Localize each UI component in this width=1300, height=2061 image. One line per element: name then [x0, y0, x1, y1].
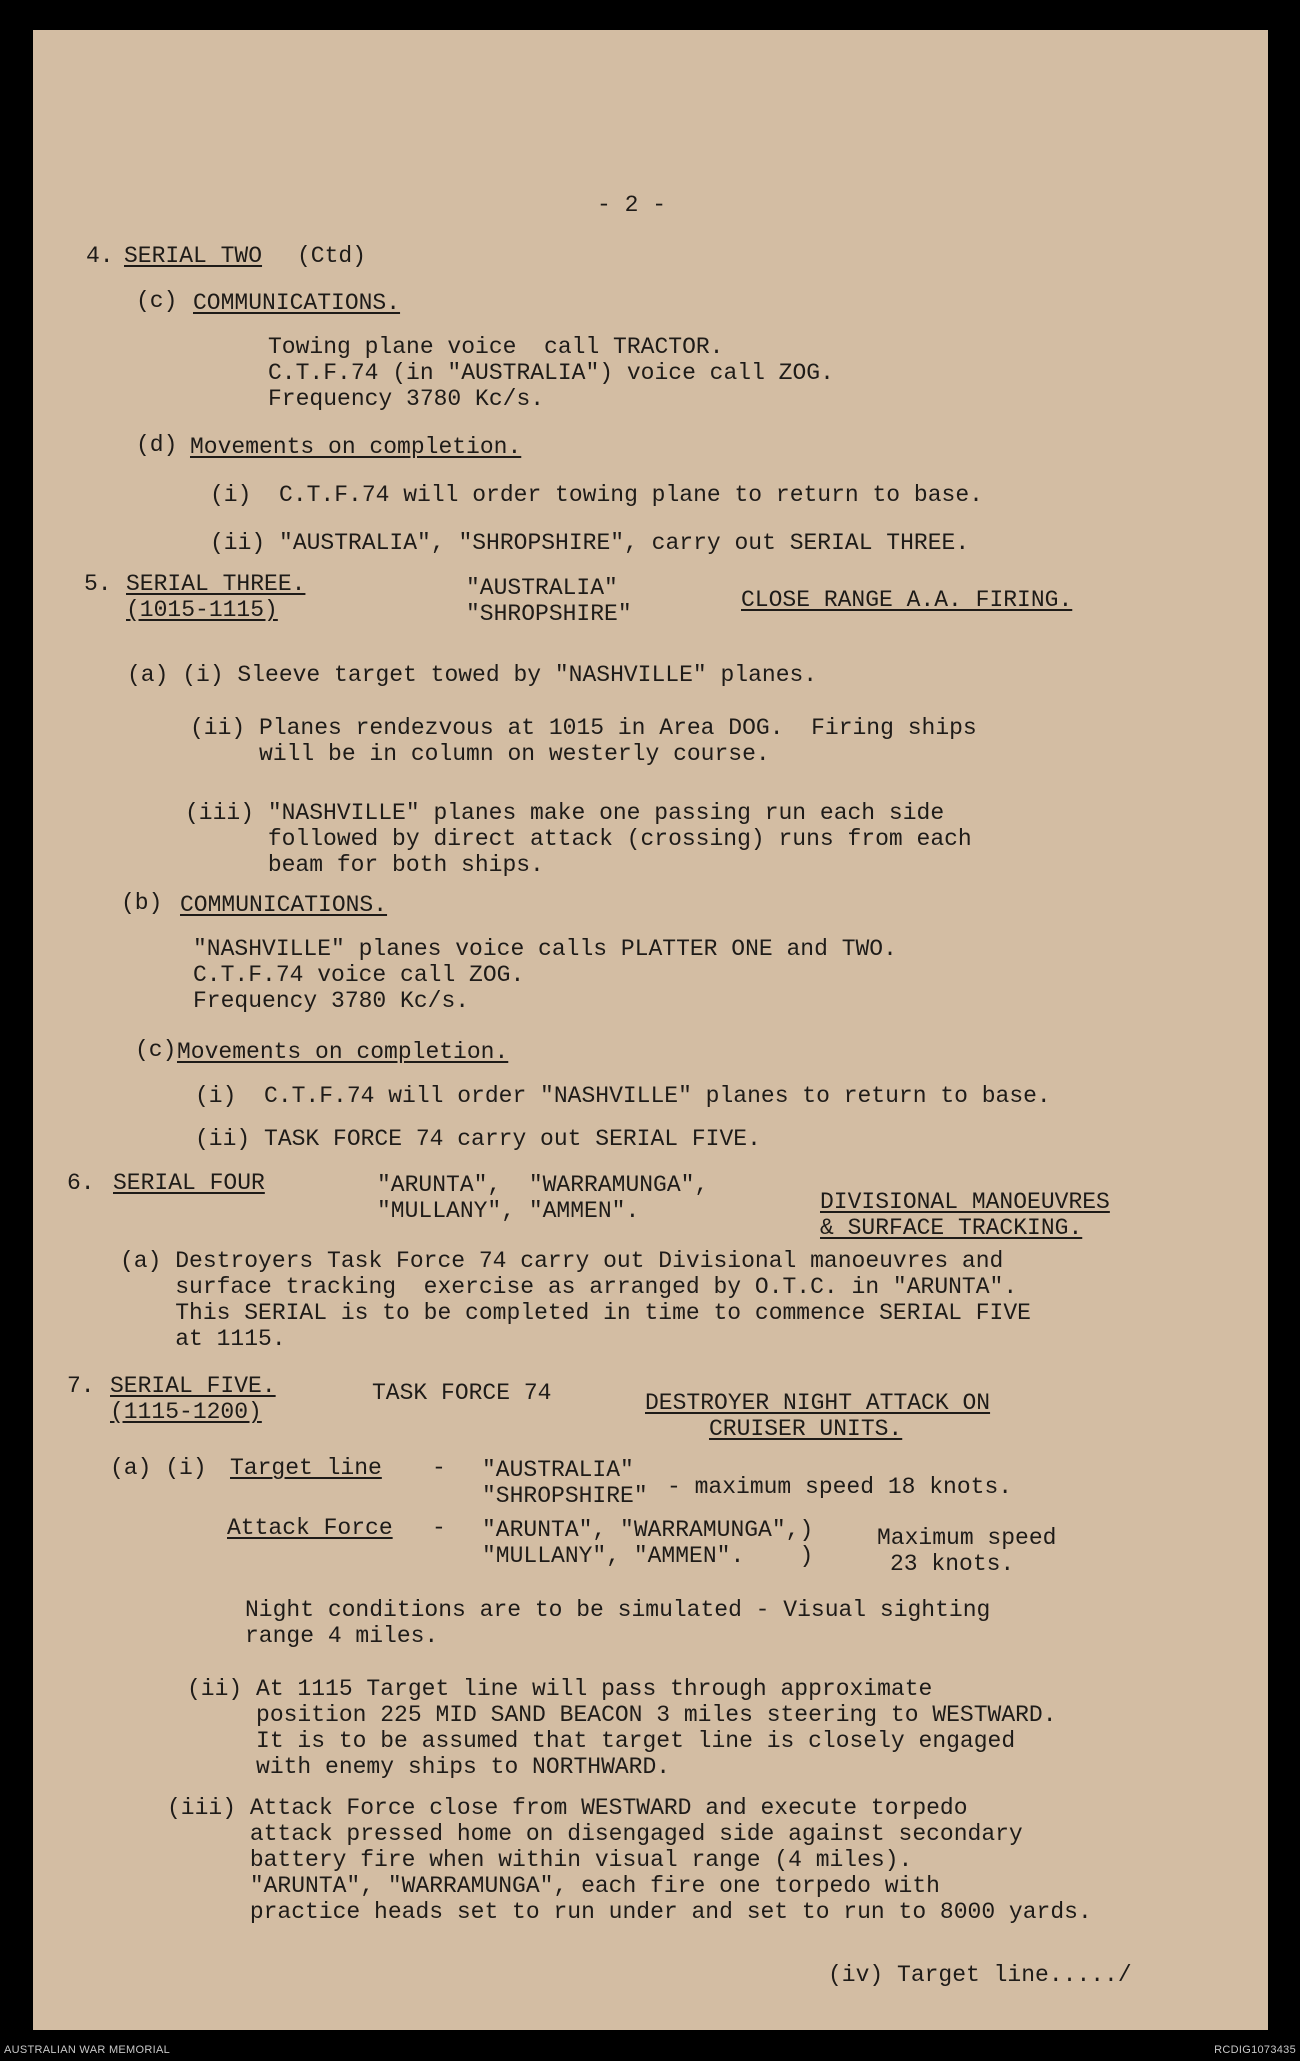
section-5-a-item-3-line-2: followed by direct attack (crossing) runs from each [185, 826, 972, 852]
section-7-heading-line-2: CRUISER UNITS. [709, 1416, 903, 1442]
section-7-ii-line-1: (ii) At 1115 Target line will pass through approximate [187, 1676, 933, 1702]
section-5-a-item-3-line-3: beam for both ships. [185, 852, 544, 878]
section-6-a-line-4: at 1115. [120, 1326, 286, 1352]
section-7-attack-ships-line-1: "ARUNTA", "WARRAMUNGA",) [482, 1517, 814, 1543]
section-7-night-line-1: Night conditions are to be simulated - Visual sighting [245, 1597, 991, 1623]
section-5-c-item-2: (ii) TASK FORCE 74 carry out SERIAL FIVE. [195, 1126, 761, 1152]
section-7-iii-line-5: practice heads set to run under and set to run to 8000 yards. [167, 1899, 1092, 1925]
section-5-a-item-2-line-1: (ii) Planes rendezvous at 1015 in Area DOG. Firing ships [190, 715, 977, 741]
page-number: - 2 - [597, 192, 667, 218]
section-4-continued: (Ctd) [297, 243, 367, 269]
section-5-heading: CLOSE RANGE A.A. FIRING. [741, 587, 1073, 613]
section-6-a-line-1: (a) Destroyers Task Force 74 carry out Divisional manoeuvres and [120, 1248, 1004, 1274]
section-6-heading-line-1: DIVISIONAL MANOEUVRES [820, 1189, 1110, 1215]
section-6-heading-line-2: & SURFACE TRACKING. [820, 1215, 1083, 1241]
section-7-time: (1115-1200) [110, 1399, 262, 1425]
section-4-c-line-3: Frequency 3780 Kc/s. [268, 386, 545, 412]
section-7-target-speed: - maximum speed 18 knots. [667, 1474, 1013, 1500]
section-5-a-item-2-line-2: will be in column on westerly course. [190, 741, 770, 767]
section-4-title: SERIAL TWO [124, 243, 263, 269]
section-7-attack-force-label: Attack Force [227, 1515, 393, 1541]
section-5-b-label: (b) [121, 890, 163, 916]
section-4-c-line-1: Towing plane voice call TRACTOR. [268, 334, 724, 360]
section-5-c-item-1: (i) C.T.F.74 will order "NASHVILLE" planes to return to base. [195, 1083, 1051, 1109]
section-7-force: TASK FORCE 74 [372, 1380, 552, 1406]
section-5-c-label: (c) [135, 1037, 177, 1063]
section-7-attack-speed-line-2: 23 knots. [890, 1551, 1015, 1577]
section-5-a-item-3-line-1: (iii) "NASHVILLE" planes make one passing run each side [185, 800, 945, 826]
section-7-target-ship-2: "SHROPSHIRE" [482, 1483, 648, 1509]
section-7-number: 7. [67, 1373, 95, 1399]
section-7-target-line-label: Target line [230, 1455, 382, 1481]
section-4-d-item-2: (ii) "AUSTRALIA", "SHROPSHIRE", carry out SERIAL THREE. [210, 530, 970, 556]
section-7-ii-line-3: It is to be assumed that target line is closely engaged [187, 1728, 1016, 1754]
section-7-attack-dash: - [432, 1515, 446, 1541]
section-5-title: SERIAL THREE. [126, 571, 306, 597]
section-4-d-label: (d) [136, 432, 178, 458]
section-7-iii-line-1: (iii) Attack Force close from WESTWARD and execute torpedo [167, 1795, 968, 1821]
section-5-b-line-3: Frequency 3780 Kc/s. [193, 988, 470, 1014]
section-5-ship-2: "SHROPSHIRE" [466, 601, 632, 627]
section-7-night-line-2: range 4 miles. [245, 1623, 439, 1649]
section-6-ships-line-2: "MULLANY", "AMMEN". [377, 1198, 640, 1224]
section-4-c-line-2: C.T.F.74 (in "AUSTRALIA") voice call ZOG. [268, 360, 834, 386]
section-7-iii-line-2: attack pressed home on disengaged side against secondary [167, 1821, 1023, 1847]
section-5-b-line-1: "NASHVILLE" planes voice calls PLATTER ONE and TWO. [193, 936, 897, 962]
footer-record-id: RCDIG1073435 [1214, 2044, 1296, 2056]
section-7-a-prefix: (a) (i) [110, 1455, 207, 1481]
footer-archive-name: AUSTRALIAN WAR MEMORIAL [4, 2044, 171, 2056]
section-4-c-title: COMMUNICATIONS. [193, 290, 401, 316]
section-4-d-item-1: (i) C.T.F.74 will order towing plane to return to base. [210, 482, 983, 508]
section-7-ii-line-2: position 225 MID SAND BEACON 3 miles steering to WESTWARD. [187, 1702, 1057, 1728]
section-7-iii-line-4: "ARUNTA", "WARRAMUNGA", each fire one torpedo with [167, 1873, 940, 1899]
section-6-number: 6. [67, 1170, 95, 1196]
section-5-b-title: COMMUNICATIONS. [180, 892, 388, 918]
section-5-ship-1: "AUSTRALIA" [466, 575, 618, 601]
section-7-attack-ships-line-2: "MULLANY", "AMMEN". ) [482, 1543, 814, 1569]
section-4-number: 4. [86, 243, 114, 269]
section-6-a-line-3: This SERIAL is to be completed in time to commence SERIAL FIVE [120, 1300, 1031, 1326]
section-6-ships-line-1: "ARUNTA", "WARRAMUNGA", [377, 1172, 709, 1198]
section-7-target-ship-1: "AUSTRALIA" [482, 1457, 634, 1483]
section-5-a-item-1: (a) (i) Sleeve target towed by "NASHVILLE" planes. [127, 662, 818, 688]
section-6-title: SERIAL FOUR [113, 1170, 265, 1196]
section-7-attack-speed-line-1: Maximum speed [877, 1525, 1057, 1551]
section-7-iii-line-3: battery fire when within visual range (4 miles). [167, 1847, 913, 1873]
section-6-a-line-2: surface tracking exercise as arranged by O.T.C. in "ARUNTA". [120, 1274, 1018, 1300]
section-5-time: (1015-1115) [126, 597, 278, 623]
section-4-d-title: Movements on completion. [190, 434, 522, 460]
section-7-ii-line-4: with enemy ships to NORTHWARD. [187, 1754, 671, 1780]
section-5-number: 5. [84, 571, 112, 597]
section-5-c-title: Movements on completion. [177, 1039, 509, 1065]
section-5-b-line-2: C.T.F.74 voice call ZOG. [193, 962, 525, 988]
section-4-c-label: (c) [136, 288, 178, 314]
section-7-target-dash: - [432, 1455, 446, 1481]
section-7-heading-line-1: DESTROYER NIGHT ATTACK ON [645, 1390, 991, 1416]
section-7-title: SERIAL FIVE. [110, 1373, 276, 1399]
continuation-catchword: (iv) Target line...../ [828, 1962, 1132, 1988]
